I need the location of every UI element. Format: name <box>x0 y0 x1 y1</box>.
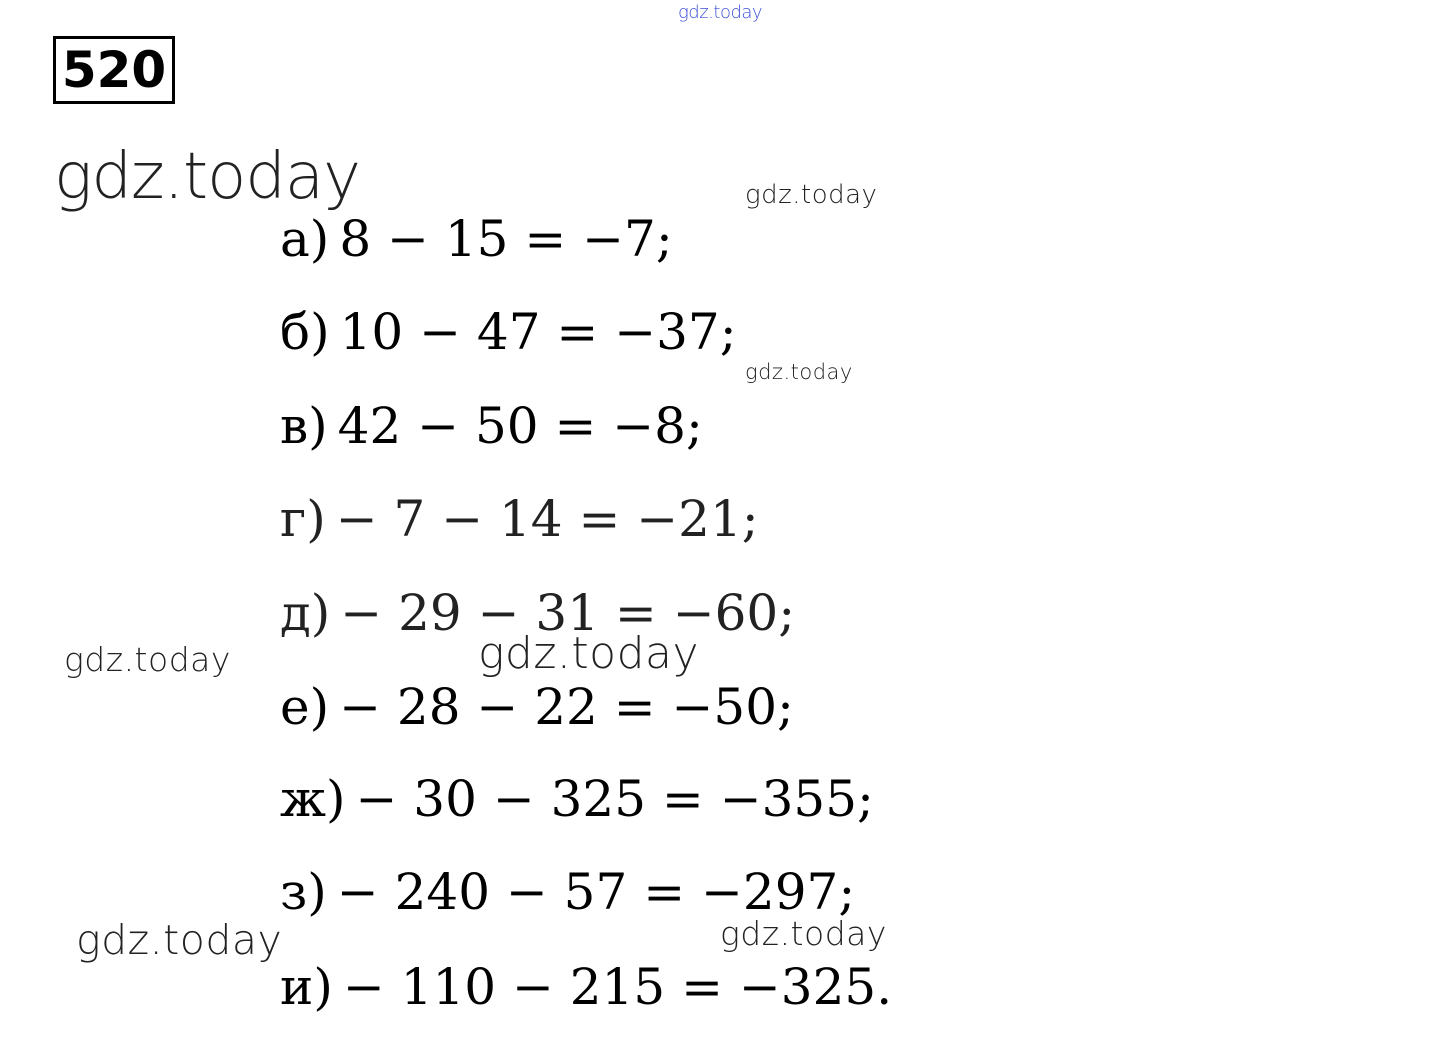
equation-label: а) <box>280 210 330 268</box>
equation-expression: − 29 − 31 = −60; <box>340 584 796 642</box>
equation-label: ж) <box>280 770 346 828</box>
equation-a <box>280 210 673 268</box>
equation-zh <box>280 770 874 828</box>
equation-label: и) <box>280 958 333 1016</box>
equation-expression: 8 − 15 = −7; <box>339 210 673 268</box>
equation-expression: − 28 − 22 = −50; <box>339 678 794 736</box>
equation-e <box>280 678 794 736</box>
watermark-right-3: gdz.today <box>720 914 887 953</box>
equation-expression: 10 − 47 = −37; <box>339 303 737 361</box>
watermark-center-1: gdz.today <box>478 628 700 679</box>
equation-expression: 42 − 50 = −8; <box>337 397 703 455</box>
watermark-right-1: gdz.today <box>745 180 878 210</box>
equation-label: е) <box>280 678 330 736</box>
equation-z <box>280 863 856 921</box>
equation-label: г) <box>280 490 326 548</box>
equation-expression: − 7 − 14 = −21; <box>335 490 759 548</box>
equation-g <box>280 490 759 548</box>
watermark-left-1: gdz.today <box>64 640 231 679</box>
equation-label: д) <box>280 584 331 642</box>
watermark-left-2: gdz.today <box>76 916 283 964</box>
equation-label: з) <box>280 863 327 921</box>
equation-expression: − 30 − 325 = −355; <box>355 770 874 828</box>
watermark-top: gdz.today <box>678 2 763 23</box>
watermark-right-2: gdz.today <box>745 360 853 384</box>
equation-label: в) <box>280 397 328 455</box>
equation-expression: − 240 − 57 = −297; <box>336 863 856 921</box>
equation-b <box>280 303 737 361</box>
task-number: 520 <box>53 36 175 104</box>
equation-expression: − 110 − 215 = −325. <box>342 958 893 1016</box>
watermark-big: gdz.today <box>54 140 360 214</box>
equation-v <box>280 397 703 455</box>
equation-i <box>280 958 893 1016</box>
equation-label: б) <box>280 303 330 361</box>
